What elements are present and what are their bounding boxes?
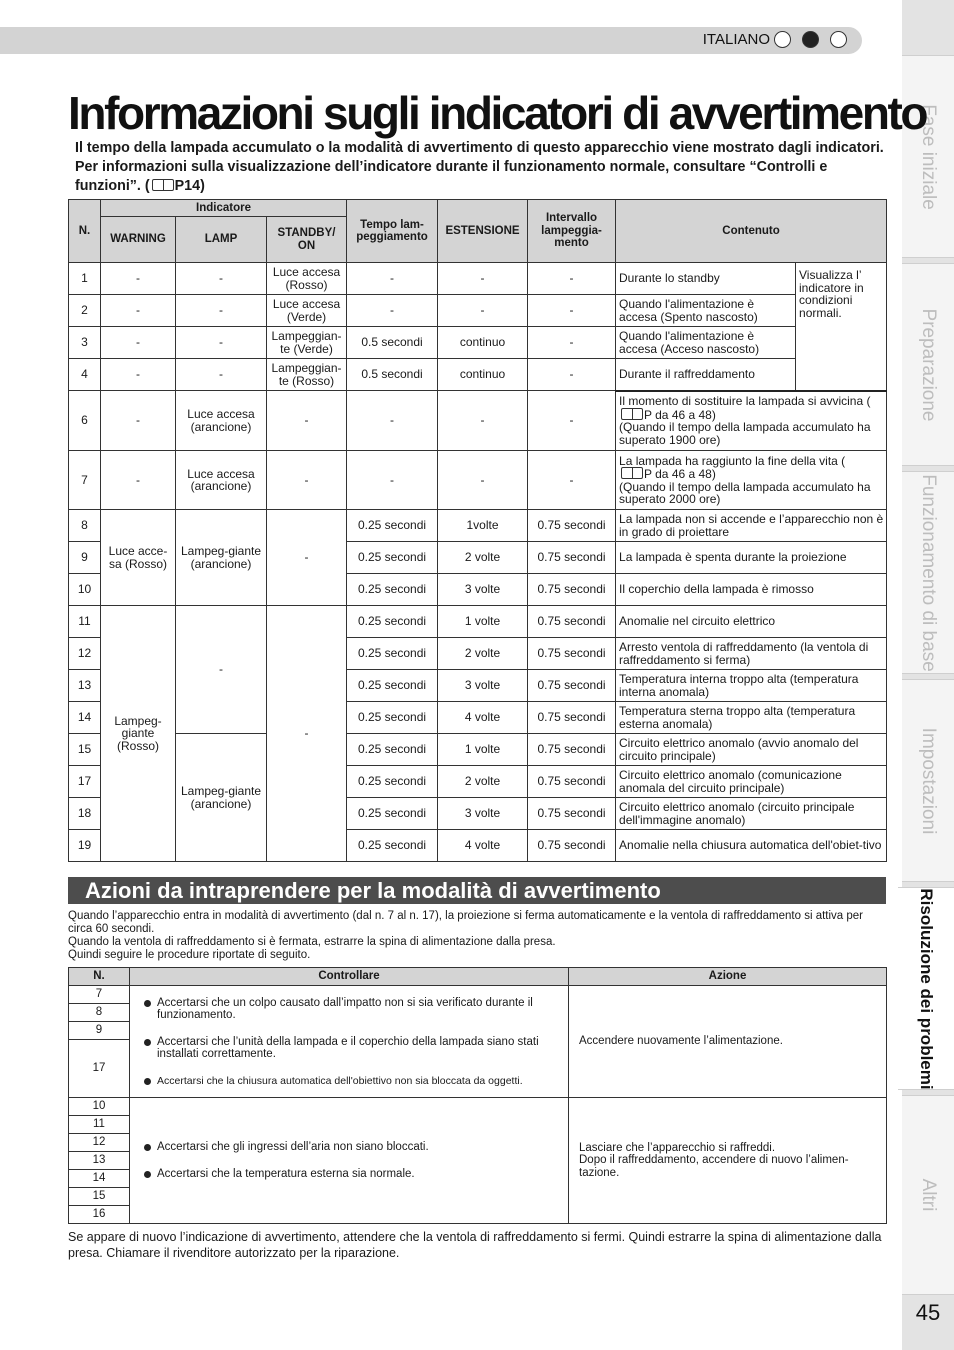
tab-risoluzione-dei-problemi[interactable] bbox=[898, 887, 954, 1090]
tab-label: Impostazioni bbox=[918, 727, 939, 834]
header-tempo: Tempo lam-peggiamento bbox=[347, 200, 438, 263]
table-row: 2 - - Luce accesa (Verde) - - - Quando l'alimentazione è accesa (Spento nascosto) bbox=[69, 295, 887, 327]
table-row: 16 bbox=[69, 1206, 887, 1224]
chapter-sidebar bbox=[902, 0, 954, 1350]
tab-label: Fase iniziale bbox=[918, 103, 939, 210]
table-row: 15 bbox=[69, 1188, 887, 1206]
bullet-icon bbox=[144, 1039, 151, 1046]
table-row: 9 bbox=[69, 1022, 887, 1040]
table-row: 3 - - Lampeggian-te (Verde) 0.5 secondi continuo - Quando l'alimentazione è accesa (Acceso nascosto) bbox=[69, 327, 887, 359]
page-title: Informazioni sugli indicatori di avvertimento bbox=[68, 87, 927, 139]
checks-group-1: Accertarsi che un colpo causato dall’impatto non si sia verificato durante il funzionamento. Accertarsi che l’unità della lampada e il coperchio della lampada siano stati installati correttamente. Accertarsi che la chiusura automatica dell'obiettivo non sia bloccata da oggetti. bbox=[130, 986, 569, 1098]
normal-indicator-note: Visualizza l’ indicatore in condizioni normali. bbox=[796, 263, 887, 391]
tab-label: Risoluzione dei problemi bbox=[917, 887, 936, 1090]
table-row: 9 0.25 secondi 2 volte 0.75 secondi La lampada è spenta durante la proiezione bbox=[69, 542, 887, 574]
header-azione: Azione bbox=[569, 968, 887, 986]
table-row: 8 bbox=[69, 1004, 887, 1022]
header-n: N. bbox=[69, 200, 101, 263]
header-controllare: Controllare bbox=[130, 968, 569, 986]
tab-label: Funzionamento di base bbox=[918, 473, 939, 672]
intro-text: Il tempo della lampada accumulato o la modalità di avvertimento di questo apparecchio viene mostrato dagli indicatori. Per informazioni sulla visualizzazione dell’indicatore durante il funzionamento normale, consultare “Controlli e funzioni”. ( bbox=[75, 140, 884, 194]
table-row: 11 Lampeg-giante (Rosso) - - 0.25 secondi 1 volte 0.75 secondi Anomalie nel circuito elettrico bbox=[69, 606, 887, 638]
header-intervallo: Intervallo lampeggia-mento bbox=[528, 200, 616, 263]
table-row: 11 bbox=[69, 1116, 887, 1134]
bullet-icon bbox=[144, 1171, 151, 1178]
footer-note: Se appare di nuovo l’indicazione di avvertimento, attendere che la ventola di raffreddamento si fermi. Quindi estrarre la spina di alimentazione dalla presa. Chiamare il rivenditore autorizzato per la riparazione. bbox=[68, 1230, 882, 1260]
tab-label: Preparazione bbox=[918, 307, 939, 422]
tab-impostazioni[interactable] bbox=[902, 679, 954, 882]
table-row: 17 0.25 secondi 2 volte 0.75 secondi Circuito elettrico anomalo (comunicazione anomala del circuito principale) bbox=[69, 766, 887, 798]
header-warning: WARNING bbox=[101, 217, 176, 263]
table-row: 18 0.25 secondi 3 volte 0.75 secondi Circuito elettrico anomalo (circuito principale dell'immagine anomalo) bbox=[69, 798, 887, 830]
book-reference-icon bbox=[152, 179, 174, 191]
section-description: Quando l’apparecchio entra in modalità di avvertimento (dal n. 7 al n. 17), la proiezione si ferma automaticamente e la ventola di raffreddamento si attiva per circa 60 secondi. Quando la ventola di raffreddamento si è fermata, estrarre la spina di alimentazione dalla presa. Quindi seguire le procedure riportate di seguito. bbox=[68, 910, 864, 961]
tab-label: Altri bbox=[918, 1178, 939, 1212]
table-row: 14 0.25 secondi 4 volte 0.75 secondi Temperatura sterna troppo alta (temperatura esterna anomala) bbox=[69, 702, 887, 734]
table-row: 17 bbox=[69, 1040, 887, 1098]
header-indicatore: Indicatore bbox=[101, 200, 347, 217]
book-reference-icon bbox=[621, 467, 643, 479]
language-dot-icon bbox=[774, 31, 791, 48]
table-row: 14 bbox=[69, 1170, 887, 1188]
table-row: 10 0.25 secondi 3 volte 0.75 secondi Il coperchio della lampada è rimosso bbox=[69, 574, 887, 606]
tab-preparazione[interactable] bbox=[902, 263, 954, 466]
table-row: 1 - - Luce accesa (Rosso) - - - Durante lo standby Visualizza l’ indicatore in condizioni normali. bbox=[69, 263, 887, 295]
header-lamp: LAMP bbox=[176, 217, 267, 263]
intro-page-ref: P14) bbox=[174, 178, 205, 194]
header-standby: STANDBY/ ON bbox=[267, 217, 347, 263]
bullet-icon bbox=[144, 1078, 151, 1085]
book-reference-icon bbox=[621, 408, 643, 420]
table-row: 4 - - Lampeggian-te (Rosso) 0.5 secondi continuo - Durante il raffreddamento bbox=[69, 359, 887, 391]
header-contenuto: Contenuto bbox=[616, 200, 887, 263]
table-row: 7 - Luce accesa (arancione) - - - - La lampada ha raggiunto la fine della vita ( P da 46 a 48) (Quando il tempo della lampada accumulato ha superato 2000 ore) bbox=[69, 451, 887, 510]
header-estensione: ESTENSIONE bbox=[438, 200, 528, 263]
bullet-icon bbox=[144, 1144, 151, 1151]
table-row: 10 Accertarsi che gli ingressi dell’aria non siano bloccati. Accertarsi che la temperatura esterna sia normale. Lasciare che l’apparecchio si raffreddi. Dopo il raffreddamento, accendere di nuovo l’alimen-tazione. bbox=[69, 1098, 887, 1116]
table-row: 12 0.25 secondi 2 volte 0.75 secondi Arresto ventola di raffreddamento (la ventola di raffreddamento si ferma) bbox=[69, 638, 887, 670]
table-row: 12 bbox=[69, 1134, 887, 1152]
table-row: 19 0.25 secondi 4 volte 0.75 secondi Anomalie nella chiusura automatica dell'obiet-tivo bbox=[69, 830, 887, 862]
language-bar bbox=[0, 27, 862, 54]
section-heading: Azioni da intraprendere per la modalità di avvertimento bbox=[68, 877, 886, 904]
tab-funzionamento-di-base[interactable] bbox=[902, 471, 954, 674]
table-row: 13 0.25 secondi 3 volte 0.75 secondi Temperatura interna troppo alta (temperatura interna anomala) bbox=[69, 670, 887, 702]
header-n: N. bbox=[69, 968, 130, 986]
table-row: 15 Lampeg-giante (arancione) 0.25 secondi 1 volte 0.75 secondi Circuito elettrico anomalo (avvio anomalo del circuito principale) bbox=[69, 734, 887, 766]
table-row: 6 - Luce accesa (arancione) - - - - Il momento di sostituire la lampada si avvicina ( P da 46 a 48) (Quando il tempo della lampada accumulato ha superato 1900 ore) bbox=[69, 391, 887, 451]
indicator-table bbox=[68, 199, 887, 862]
page-number: 45 bbox=[915, 1300, 941, 1325]
language-dot-active-icon bbox=[802, 31, 819, 48]
table-row: 13 bbox=[69, 1152, 887, 1170]
table-row: 7 Accertarsi che un colpo causato dall’impatto non si sia verificato durante il funzionamento. Accertarsi che l’unità della lampada e il coperchio della lampada siano stati installati correttamente. Accertarsi che la chiusura automatica dell'obiettivo non sia bloccata da oggetti. Accendere nuovamente l’alimentazione. bbox=[69, 986, 887, 1004]
language-dot-icon bbox=[830, 31, 847, 48]
table-row: 8 Luce acce-sa (Rosso) Lampeg-giante (arancione) - 0.25 secondi 1volte 0.75 secondi La lampada non si accende e l’apparecchio non è in grado di proiettare bbox=[69, 510, 887, 542]
tab-altri[interactable] bbox=[902, 1095, 954, 1295]
action-table bbox=[68, 967, 887, 1224]
language-label: ITALIANO bbox=[702, 31, 770, 48]
checks-group-2: Accertarsi che gli ingressi dell’aria non siano bloccati. Accertarsi che la temperatura esterna sia normale. bbox=[130, 1098, 569, 1224]
bullet-icon bbox=[144, 1000, 151, 1007]
intro-paragraph bbox=[75, 139, 892, 196]
